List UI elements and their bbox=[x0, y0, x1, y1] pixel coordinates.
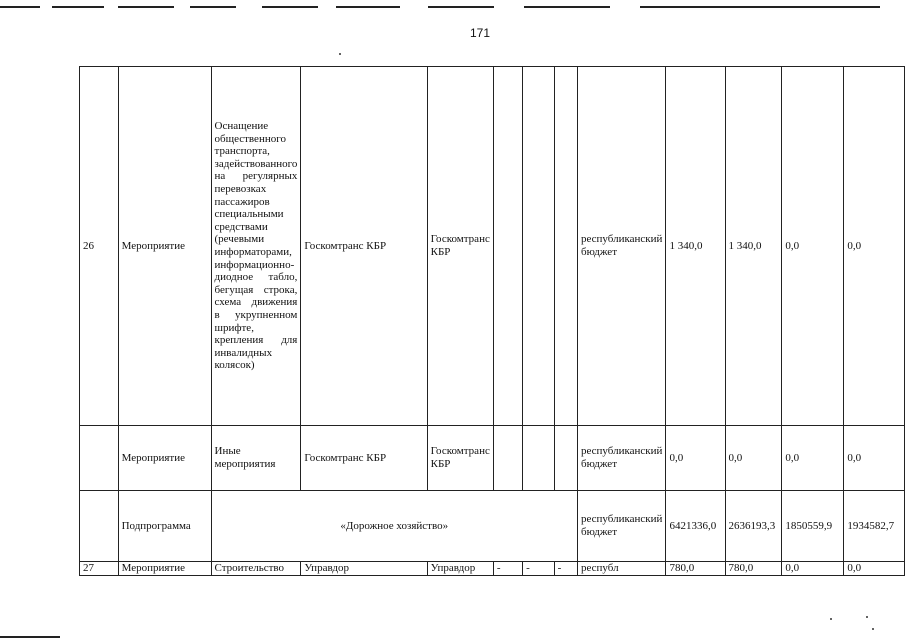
cell-responsible: Госкомтранс КБР bbox=[301, 67, 427, 426]
cell-dash: - bbox=[554, 562, 577, 576]
cell-source: республиканский бюджет bbox=[578, 491, 666, 562]
program-table bbox=[79, 66, 905, 576]
cell-year1: 0,0 bbox=[725, 426, 782, 491]
cell-year2: 1850559,9 bbox=[782, 491, 844, 562]
cell-empty bbox=[523, 67, 554, 426]
cell-responsible: Госкомтранс КБР bbox=[301, 426, 427, 491]
cell-name: Оснащение общественного транспорта, задействованного на регулярных перевозках пассажиров специальными средствами (речевыми информаторами, информационно-диодное табло, бегущая строка, схема движения в укрупненном шрифте, крепления для инвалидных колясок) bbox=[211, 67, 301, 426]
cell-empty bbox=[523, 426, 554, 491]
scan-speck bbox=[830, 618, 832, 620]
cell-number: 27 bbox=[80, 562, 119, 576]
table-row bbox=[80, 562, 905, 576]
cell-year3: 0,0 bbox=[844, 67, 905, 426]
scan-speck bbox=[872, 628, 874, 630]
cell-source: республ bbox=[578, 562, 666, 576]
cell-year1: 2636193,3 bbox=[725, 491, 782, 562]
page-number: 171 bbox=[469, 26, 491, 40]
cell-year3: 1934582,7 bbox=[844, 491, 905, 562]
table-row bbox=[80, 67, 905, 426]
cell-total: 0,0 bbox=[666, 426, 725, 491]
cell-year3: 0,0 bbox=[844, 562, 905, 576]
cell-number: 26 bbox=[80, 67, 119, 426]
cell-type: Мероприятие bbox=[118, 67, 211, 426]
cell-total: 1 340,0 bbox=[666, 67, 725, 426]
cell-source: республиканский бюджет bbox=[578, 67, 666, 426]
cell-executor: Госкомтранс КБР bbox=[427, 426, 493, 491]
cell-responsible: Управдор bbox=[301, 562, 427, 576]
cell-empty bbox=[493, 67, 522, 426]
cell-number bbox=[80, 426, 119, 491]
cell-dash: - bbox=[523, 562, 554, 576]
cell-name: Строительство bbox=[211, 562, 301, 576]
cell-type: Мероприятие bbox=[118, 562, 211, 576]
cell-source: республиканский бюджет bbox=[578, 426, 666, 491]
cell-number bbox=[80, 491, 119, 562]
table-row bbox=[80, 491, 905, 562]
cell-year1: 1 340,0 bbox=[725, 67, 782, 426]
cell-subprogram-title: «Дорожное хозяйство» bbox=[211, 491, 577, 562]
cell-type: Мероприятие bbox=[118, 426, 211, 491]
scan-speck bbox=[339, 53, 341, 55]
scan-speck bbox=[866, 616, 868, 618]
cell-total: 780,0 bbox=[666, 562, 725, 576]
cell-year3: 0,0 bbox=[844, 426, 905, 491]
cell-type: Подпрограмма bbox=[118, 491, 211, 562]
cell-executor: Управдор bbox=[427, 562, 493, 576]
cell-year2: 0,0 bbox=[782, 562, 844, 576]
table-row bbox=[80, 426, 905, 491]
cell-total: 6421336,0 bbox=[666, 491, 725, 562]
cell-year1: 780,0 bbox=[725, 562, 782, 576]
cell-year2: 0,0 bbox=[782, 426, 844, 491]
cell-year2: 0,0 bbox=[782, 67, 844, 426]
cell-empty bbox=[554, 426, 577, 491]
cell-name: Иные мероприятия bbox=[211, 426, 301, 491]
cell-executor: Госкомтранс КБР bbox=[427, 67, 493, 426]
cell-empty bbox=[554, 67, 577, 426]
cell-dash: - bbox=[493, 562, 522, 576]
bottom-rule bbox=[0, 636, 60, 638]
cell-empty bbox=[493, 426, 522, 491]
